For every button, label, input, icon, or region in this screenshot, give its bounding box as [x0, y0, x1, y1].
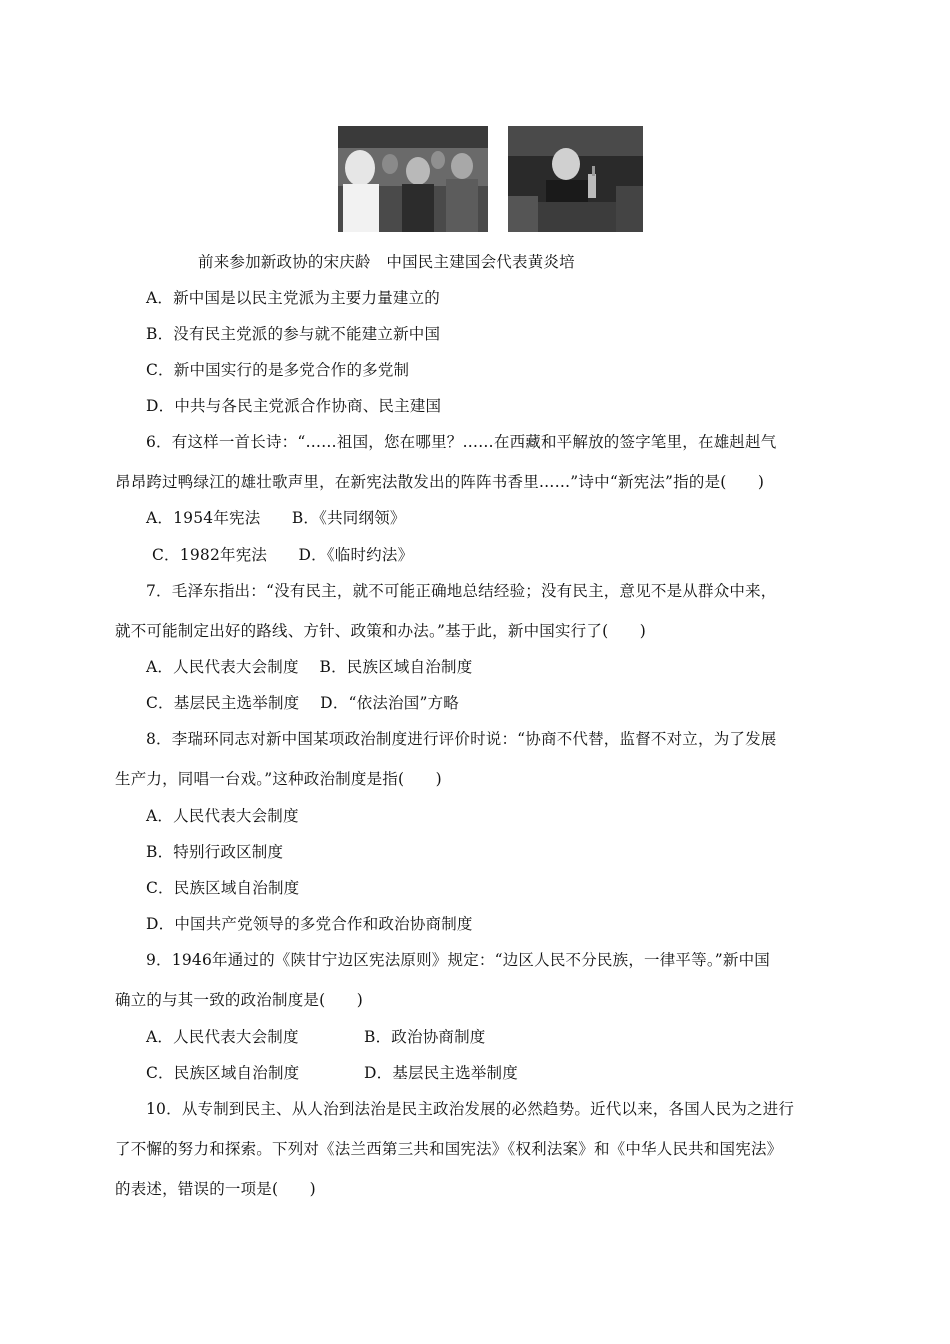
q9-option-d: D．基层民主选举制度 — [364, 1064, 518, 1082]
q6-stem-line2: 昂昂跨过鸭绿江的雄壮歌声里，在新宪法散发出的阵阵书香里……”诗中“新宪法”指的是( ) — [115, 473, 765, 491]
q10-stem-line3: 的表述，错误的一项是( ) — [115, 1180, 316, 1198]
photo-caption: 前来参加新政协的宋庆龄 中国民主建国会代表黄炎培 — [198, 253, 575, 271]
q8-stem-line1: 8．李瑞环同志对新中国某项政治制度进行评价时说：“协商不代替，监督不对立，为了发展 — [146, 730, 777, 748]
photo-huang-yanpei — [508, 126, 643, 232]
photo-huang-yanpei-image — [508, 126, 643, 232]
q10-stem-line1: 10．从专制到民主、从人治到法治是民主政治发展的必然趋势。近代以来，各国人民为之进行 — [146, 1100, 795, 1118]
q7-stem-line2: 就不可能制定出好的路线、方针、政策和办法。”基于此，新中国实行了( ) — [115, 622, 646, 640]
q9-option-c: C．民族区域自治制度 — [146, 1064, 300, 1082]
q5-option-a: A．新中国是以民主党派为主要力量建立的 — [146, 289, 440, 307]
q5-option-d: D．中共与各民主党派合作协商、民主建国 — [146, 397, 442, 415]
photo-song-qingling — [338, 126, 488, 232]
q8-stem-line2: 生产力，同唱一台戏。”这种政治制度是指( ) — [115, 770, 442, 788]
q5-option-b: B．没有民主党派的参与就不能建立新中国 — [146, 325, 441, 343]
q6-stem-line1: 6．有这样一首长诗：“……祖国，您在哪里？……在西藏和平解放的签字笔里，在雄赳赳气 — [146, 433, 777, 451]
q9-stem-line2: 确立的与其一致的政治制度是( ) — [115, 991, 363, 1009]
q10-stem-line2: 了不懈的努力和探索。下列对《法兰西第三共和国宪法》《权利法案》和《中华人民共和国宪法》 — [115, 1140, 783, 1158]
photo-song-qingling-image — [338, 126, 488, 232]
q9-option-b: B．政治协商制度 — [364, 1028, 486, 1046]
q9-option-a: A．人民代表大会制度 — [146, 1028, 299, 1046]
q6-options-cd: C．1982年宪法 D．《临时约法》 — [152, 546, 414, 564]
q7-options-cd: C．基层民主选举制度 D．“依法治国”方略 — [146, 694, 459, 712]
q7-stem-line1: 7．毛泽东指出：“没有民主，就不可能正确地总结经验；没有民主，意见不是从群众中来， — [146, 582, 777, 600]
q8-option-b: B．特别行政区制度 — [146, 843, 284, 861]
q8-option-c: C．民族区域自治制度 — [146, 879, 300, 897]
q7-options-ab: A．人民代表大会制度 B．民族区域自治制度 — [146, 658, 473, 676]
q6-options-ab: A．1954年宪法 B．《共同纲领》 — [146, 509, 406, 527]
q9-stem-line1: 9．1946年通过的《陕甘宁边区宪法原则》规定：“边区人民不分民族，一律平等。”新中国 — [146, 951, 771, 969]
q8-option-a: A．人民代表大会制度 — [146, 807, 299, 825]
q5-option-c: C．新中国实行的是多党合作的多党制 — [146, 361, 410, 379]
q8-option-d: D．中国共产党领导的多党合作和政治协商制度 — [146, 915, 473, 933]
